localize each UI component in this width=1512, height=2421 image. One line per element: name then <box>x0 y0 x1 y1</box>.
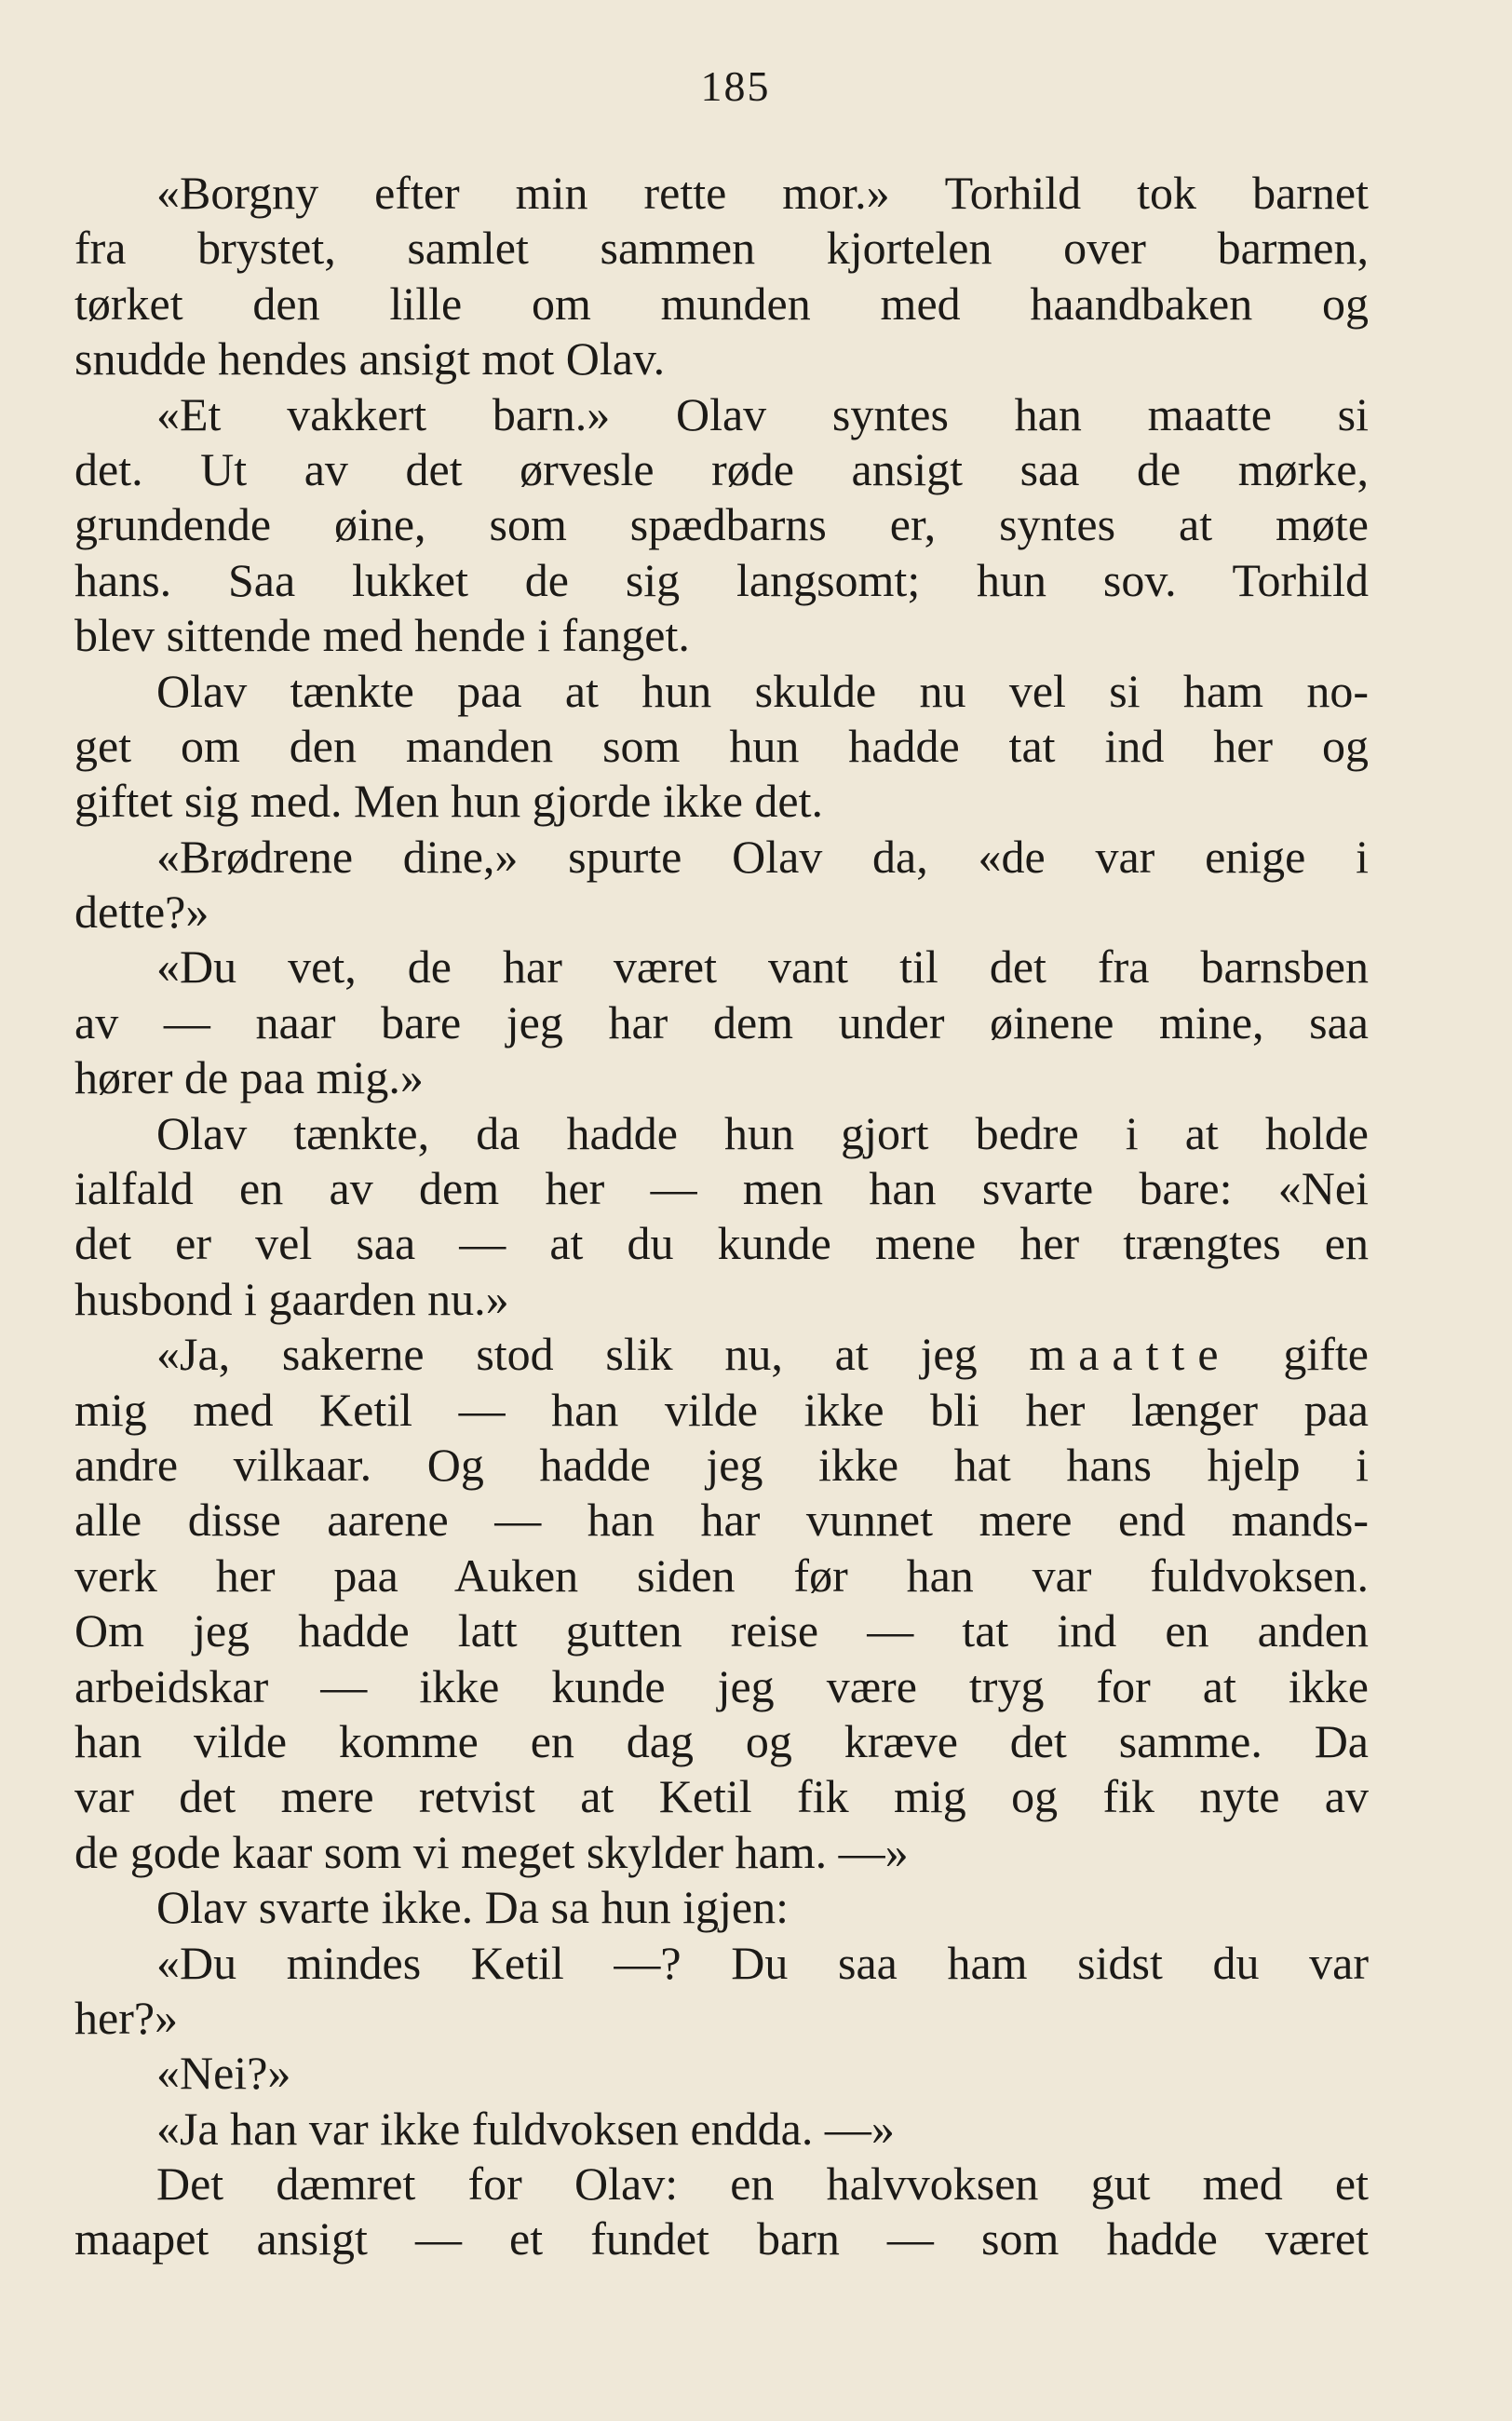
text-segment: «Ja, sakerne stod slik nu, at jeg <box>156 1328 1030 1381</box>
text-line: «Du vet, de har været vant til det fra barnsben <box>156 940 1369 994</box>
spaced-emphasis: maatte <box>1029 1328 1232 1381</box>
text-line: blev sittende med hende i fanget. <box>74 609 690 662</box>
text-line: Olav tænkte, da hadde hun gjort bedre i at holde <box>156 1106 1369 1159</box>
text-line: snudde hendes ansigt mot Olav. <box>74 332 666 385</box>
text-line: han vilde komme en dag og kræve det samme. Da <box>74 1714 1369 1767</box>
text-line: det. Ut av det ørvesle røde ansigt saa de mørke, <box>74 442 1369 495</box>
text-line: det er vel saa — at du kunde mene her trængtes en <box>74 1217 1369 1270</box>
text-line: hører de paa mig.» <box>74 1051 424 1104</box>
text-line: Olav tænkte paa at hun skulde nu vel si ham no- <box>156 664 1369 717</box>
text-line: «Ja han var ikke fuldvoksen endda. —» <box>156 2102 895 2155</box>
text-line: tørket den lille om munden med haandbaken og <box>74 277 1369 330</box>
text-line: var det mere retvist at Ketil fik mig og fik nyte av <box>74 1770 1369 1823</box>
text-segment: gifte <box>1231 1328 1369 1381</box>
text-line: her?» <box>74 1991 179 2044</box>
text-line: husbond i gaarden nu.» <box>74 1272 509 1325</box>
text-line: Det dæmret for Olav: en halvvoksen gut med et <box>156 2157 1369 2211</box>
text-line: ialfald en av dem her — men han svarte bare: «Nei <box>74 1162 1369 1215</box>
text-line: de gode kaar som vi meget skylder ham. —» <box>74 1825 909 1878</box>
text-line: maapet ansigt — et fundet barn — som hadde været <box>74 2212 1369 2265</box>
text-line: get om den manden som hun hadde tat ind her og <box>74 719 1369 772</box>
text-line: «Et vakkert barn.» Olav syntes han maatte si <box>156 387 1369 440</box>
text-line: «Brødrene dine,» spurte Olav da, «de var enige i <box>156 830 1369 883</box>
text-line: dette?» <box>74 886 209 939</box>
text-line <box>74 1327 1369 1382</box>
text-line: alle disse aarene — han har vunnet mere end mands- <box>74 1494 1369 1547</box>
text-line: andre vilkaar. Og hadde jeg ikke hat hans hjelp i <box>74 1438 1369 1491</box>
text-line: hans. Saa lukket de sig langsomt; hun sov. Torhild <box>74 553 1369 606</box>
text-line: Olav svarte ikke. Da sa hun igjen: <box>156 1881 789 1934</box>
page-number: 185 <box>700 62 771 110</box>
text-line: av — naar bare jeg har dem under øinene mine, saa <box>74 995 1369 1048</box>
text-line: grundende øine, som spædbarns er, syntes at møte <box>74 498 1369 551</box>
text-line: arbeidskar — ikke kunde jeg være tryg for at ikke <box>74 1659 1369 1712</box>
text-line: «Du mindes Ketil —? Du saa ham sidst du var <box>156 1936 1369 1989</box>
text-line: Om jeg hadde latt gutten reise — tat ind en anden <box>74 1604 1369 1657</box>
text-line: «Borgny efter min rette mor.» Torhild tok barnet <box>156 167 1369 219</box>
body-text <box>74 166 1369 2267</box>
text-line: verk her paa Auken siden før han var fuldvoksen. <box>74 1549 1369 1602</box>
text-line: «Nei?» <box>156 2047 291 2100</box>
text-line: giftet sig med. Men hun gjorde ikke det. <box>74 775 824 828</box>
text-line: fra brystet, samlet sammen kjortelen over barmen, <box>74 222 1369 275</box>
text-line: mig med Ketil — han vilde ikke bli her længer paa <box>74 1383 1369 1436</box>
